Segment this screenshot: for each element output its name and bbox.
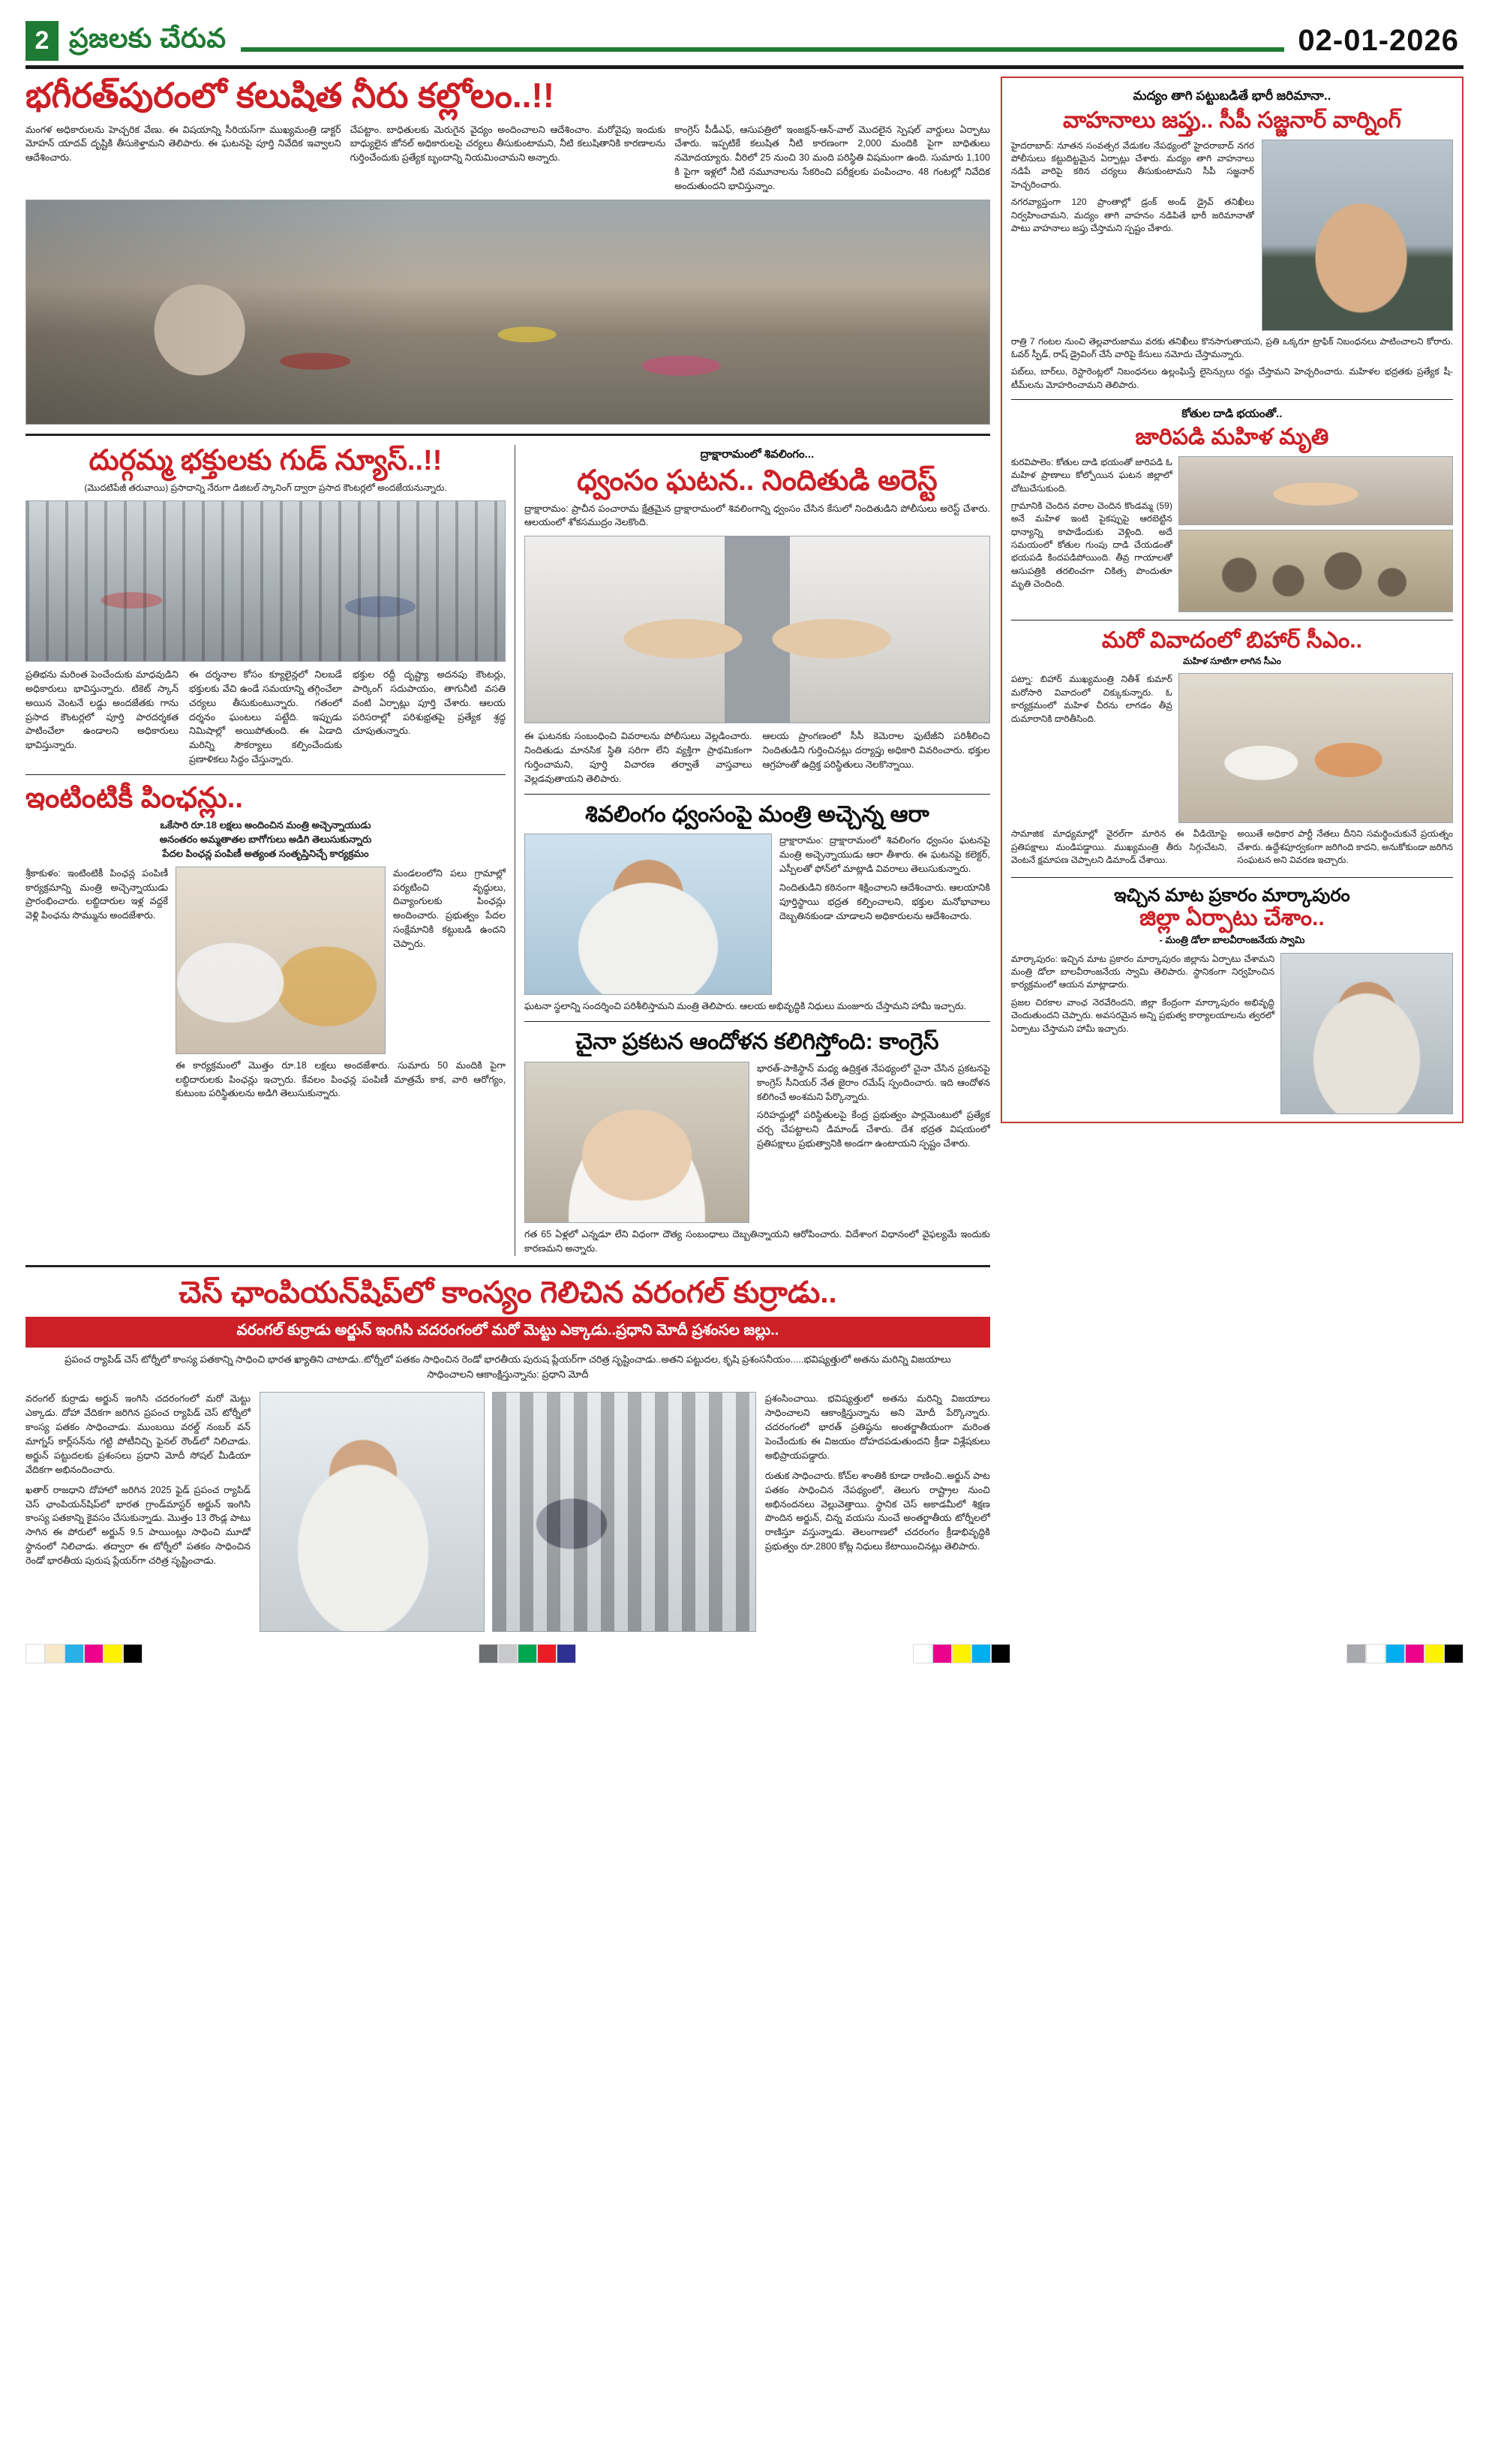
drunk-col-4: పబ్‌లు, బార్‌లు, రెస్టారెంట్లలో నిబంధనలు ఉల్లంఘిస్తే లైసెన్సులు రద్దు చేస్తామని హెచ్చరించారు. మహిళల భద్రతకు ప్రత్యేక షీ-టీమ్‌లను మోహరించామని తెలిపారు. — [1010, 366, 1453, 390]
monkey-col-1: కురవిపాలెం: కోతుల దాడి భయంతో జారిపడి ఓ మహిళ ప్రాణాలు కోల్పోయిన ఘటన జిల్లాలో చోటుచేసుకుంది. — [1010, 456, 1172, 494]
shivalingam-headline: శివలింగం ధ్వంసంపై మంత్రి అచ్చెన్న ఆరా — [585, 801, 929, 827]
color-swatch — [991, 1644, 1010, 1663]
monkey-kicker: కోతుల దాడి భయంతో.. — [1181, 407, 1283, 421]
pension-photo — [176, 867, 386, 1054]
pension-subhead-2: అనంతరం అమ్మతాతల బాగోగులు అడిగి తెలుసుకున్నారు — [159, 833, 372, 845]
color-swatch — [557, 1644, 576, 1663]
color-swatch — [1424, 1644, 1444, 1663]
color-swatch — [1444, 1644, 1463, 1663]
chess-col-1: వరంగల్ కుర్రాడు అర్జున్ ఇంగిసి చదరంగంలో మరో మెట్టు ఎక్కాడు. దోహా వేదికగా జరిగిన ప్రపంచ ర్యాపిడ్ చెస్ టోర్నీలో కాంస్య పతకం సాధించాడు. ముంబయి వరల్డ్ నంబర్ వన్ మాగ్నస్ కార్ల్‌సన్‌ను గట్టి పోటీనిచ్చి ఫైనల్ రౌండ్‌లో నిలిచాడు. అర్జున్ పట్టుదలకు ప్రశంసలు ప్రధాని మోదీ సోషల్ మీడియా వేదికగా అభినందించారు. — [26, 1393, 251, 1475]
chess-deck: ప్రపంచ ర్యాపిడ్ చెస్ టోర్నీలో కాంస్య పతకాన్ని సాధించి భారత ఖ్యాతిని చాటాడు..టోర్నీలో పతకం సాధించిన రెండో భారతీయ పురుష ప్లేయర్‌గా చరిత్ర సృష్టించాడు..అతని పట్టుదల, కృషి ప్రశంసనీయం.....భవిష్యత్తులో అతను మరిన్ని విజయాలు సాధించాలని ఆకాంక్షిస్తున్నాను: ప్రధాని మోదీ — [65, 1354, 951, 1380]
article-markapuram-district — [1011, 885, 1453, 1114]
bihar-photo — [1178, 673, 1453, 823]
durgamma-photo — [26, 500, 506, 662]
drunk-headline: వాహనాలు జప్తు.. సీపీ సజ్జనార్ వార్నింగ్ — [1062, 108, 1401, 133]
drunk-col-3: రాత్రి 7 గంటల నుంచి తెల్లవారుజాము వరకు తనిఖీలు కొనసాగుతాయని, ప్రతి ఒక్కరూ ట్రాఫిక్ నిబంధనలు పాటించాలని కోరారు. ఓవర్ స్పీడ్, రాష్ డ్రైవింగ్ చేసే వారిపై కేసులు నమోదు చేస్తామన్నారు. — [1010, 335, 1453, 359]
drunk-kicker: మద్యం తాగి పట్టుబడితే భారీ జరిమానా.. — [1133, 89, 1331, 103]
chess-photo-match — [492, 1392, 756, 1632]
markapuram-headline-1: ఇచ్చిన మాట ప్రకారం మార్కాపురం — [1114, 885, 1350, 906]
durgamma-dateline: (మొదటిపేజీ తరువాయి) ప్రసాదాన్ని నేరుగా డిజిటల్ స్కానింగ్ ద్వారా ప్రసాద కౌంటర్లలో అందజేయనున్నారు. — [84, 482, 447, 493]
color-swatch — [1385, 1644, 1405, 1663]
drunk-col-2: నగరవ్యాప్తంగా 120 ప్రాంతాల్లో డ్రంక్ అండ్ డ్రైవ్ తనిఖీలు నిర్వహించామని, మద్యం తాగి వాహనం నడిపితే భారీ జరిమానాతో పాటు వాహనాలు జప్తు చేస్తామని స్పష్టం చేశారు. — [1010, 197, 1254, 233]
chess-photo-modi — [260, 1392, 485, 1632]
colorbar-group-3 — [913, 1644, 1010, 1663]
bihar-col-1: పట్నా: బిహార్ ముఖ్యమంత్రి నితీశ్ కుమార్ మరోసారి వివాదంలో చిక్కుకున్నారు. ఓ కార్యక్రమంలో మహిళ చీరను లాగడం తీవ్ర దుమారానికి దారితీసింది. — [1010, 674, 1172, 724]
color-swatch — [518, 1644, 537, 1663]
pension-col-2: మండలంలోని పలు గ్రామాల్లో పర్యటించి వృద్ధులు, దివ్యాంగులకు పింఛన్లు అందించారు. ప్రభుత్వం పేదల సంక్షేమానికి కట్టుబడి ఉందని చెప్పారు. — [393, 867, 506, 950]
drunk-photo — [1262, 140, 1453, 331]
article-monkey-attack — [1011, 407, 1453, 612]
pension-col-3: ఈ కార్యక్రమంలో మొత్తం రూ.18 లక్షలు అందజేశారు. సుమారు 50 మందికి పైగా లబ్ధిదారులకు పింఛన్లు ఇచ్చారు. కేవలం పింఛన్ల పంపిణీ మాత్రమే కాక, వారి ఆరోగ్యం, కుటుంబ పరిస్థితులను అడిగి తెలుసుకున్నారు. — [176, 1059, 506, 1099]
colorbar-group-2 — [479, 1644, 576, 1663]
color-swatch — [104, 1644, 123, 1663]
color-swatch — [45, 1644, 65, 1663]
pension-col-1: శ్రీకాకుళం: ఇంటింటికీ పింఛన్ల పంపిణీ కార్యక్రమాన్ని మంత్రి అచ్చెన్నాయుడు ప్రారంభించారు. లబ్ధిదారుల ఇళ్ల వద్దకే వెళ్లి పింఛను సొమ్మును అందజేశారు. — [26, 867, 168, 921]
color-swatch — [1405, 1644, 1424, 1663]
lead-col-1: మంగళ అధికారులను హెచ్చరిక వేణు. ఈ విషయాన్ని సీరియస్‌గా ముఖ్యమంత్రి డాక్టర్ మోహన్ యాదవ్ దృష్టికి తీసుకెళ్తామని తెలిపారు. ఈ ఘటనపై పూర్తి నివేదిక ఇవ్వాలని ఆదేశించారు. — [26, 124, 341, 164]
color-swatch — [479, 1644, 498, 1663]
color-swatch — [65, 1644, 84, 1663]
edition-date: 02-01-2026 — [1298, 24, 1459, 57]
durgamma-col-1: ప్రతిభను మరింత పెంచేందుకు మాధవుడిని అధికారులు భావిస్తున్నారు. టికెట్ స్కాన్ అయిన వెంటనే లడ్డు అందజేతకు గాను ప్రసాద కౌంటర్లలో పూర్తి పారదర్శకత పాటించేలా ఉండాలని అధికారులు భావిస్తున్నారు. — [26, 669, 179, 751]
china-col-2: సరిహద్దుల్లో పరిస్థితులపై కేంద్ర ప్రభుత్వం పార్లమెంటులో ప్రత్యేక చర్చ చేపట్టాలని డిమాండ్ చేశారు. దేశ భద్రత విషయంలో ప్రతిపక్షాలు ప్రభుత్వానికి అండగా ఉంటాయని స్పష్టం చేశారు. — [757, 1110, 990, 1149]
chess-col-2: ఖతార్ రాజధాని దోహాలో జరిగిన 2025 ఫైడ్ ప్రపంచ ర్యాపిడ్ చెస్ ఛాంపియన్‌షిప్‌లో భారత గ్రాండ్‌మాస్టర్ అర్జున్ ఇంగిసి కాంస్య పతకాన్ని కైవసం చేసుకున్నాడు. మొత్తం 13 రౌండ్ల పాటు సాగిన ఈ పోరులో అర్జున్ 9.5 పాయింట్లు సాధించి మూడో స్థానంలో నిలిచాడు. తద్వారా ఈ టోర్నీలో పతకం సాధించిన రెండో భారతీయ పురుష ప్లేయర్‌గా చరిత్ర సృష్టించాడు. — [26, 1484, 251, 1567]
markapuram-photo — [1280, 953, 1453, 1114]
section-title: ప్రజలకు చేరువ — [69, 23, 227, 53]
page-number: 2 — [26, 21, 59, 61]
left-content-zone — [26, 77, 990, 1632]
color-registration-bar — [26, 1644, 1463, 1663]
masthead — [26, 21, 1463, 69]
bihar-headline: మరో వివాదంలో బిహార్ సీఎం.. — [1101, 627, 1362, 653]
durgamma-col-3: భక్తుల రద్దీ దృష్ట్యా అదనపు కౌంటర్లు, పార్కింగ్ సదుపాయం, తాగునీటి వసతి వంటి ఏర్పాట్లు పూర్తి చేశారు. ఆలయ పరిసరాల్లో పరిశుభ్రతపై ప్రత్యేక శ్రద్ధ చూపుతున్నారు. — [353, 669, 506, 737]
chess-banner: వరంగల్ కుర్రాడు అర్జున్ ఇంగిసి చదరంగంలో మరో మెట్టు ఎక్కాడు..ప్రధాని మోదీ ప్రశంసల జల్లు.. — [26, 1317, 990, 1348]
monkey-photo-hand — [1178, 456, 1453, 525]
article-durgamma — [26, 445, 506, 767]
drakshrama-kicker: ద్రాక్షారామంలో శివలింగం... — [700, 447, 815, 461]
color-swatch — [537, 1644, 557, 1663]
bihar-col-2: సామాజిక మాధ్యమాల్లో వైరల్‌గా మారిన ఈ వీడియోపై ప్రతిపక్షాలు మండిపడ్డాయి. ముఖ్యమంత్రి తీరు సిగ్గుచేటని, వెంటనే క్షమాపణ చెప్పాలని డిమాండ్ చేశాయి. — [1010, 828, 1227, 866]
article-shivalingam-minister — [524, 802, 990, 1014]
shivalingam-col-2: నిందితుడిని కఠినంగా శిక్షించాలని ఆదేశించారు. ఆలయానికి పూర్తిస్థాయి భద్రత కల్పించాలని, భక్తుల మనోభావాలు దెబ్బతినకుండా చూడాలని అధికారులను ఆదేశించారు. — [779, 882, 990, 921]
pension-subhead-1: ఒకేసారి రూ.18 లక్షలు అందించిన మంత్రి అచ్చెన్నాయుడు — [160, 819, 371, 831]
lead-photo — [26, 200, 990, 425]
masthead-rule — [241, 21, 1284, 52]
lead-col-3: కాంగ్రెస్ పీడీఎఫ్, ఆసుపత్రిలో ఇంజక్షన్-ఆన్-వాల్ మొదలైన స్పెషల్ వార్డులు ఏర్పాటు చేశారు. ఇప్పటికే కలుషిత నీటి కారణంగా 2,000 మందికి పైగా బాధితులు నమోదయ్యారు. వీరిలో 25 నుంచి 30 మంది పరిస్థితి విషమంగా ఉంది. సుమారు 1,100 కి పైగా ఇళ్లలో నీటి నమూనాలను సేకరించి పరీక్షలకు పంపించాం. 48 గంటల్లో నివేదిక అందుతుందని భావిస్తున్నాం. — [674, 124, 990, 192]
monkey-col-2: గ్రామానికి చెందిన వరాల చెందిన కొండమ్మ (59) అనే మహిళ ఇంటి పైకప్పుపై ఆరబెట్టిన ధాన్యాన్ని కాపాడేందుకు వెళ్లింది. అదే సమయంలో కోతుల గుంపు దాడి చేయడంతో భయపడి కిందపడిపోయింది. తీవ్ర గాయాలతో ఆసుపత్రికి తరలించగా చికిత్స పొందుతూ మృతి చెందింది. — [1010, 500, 1172, 590]
shivalingam-col-1: ద్రాక్షారామం: ద్రాక్షారామంలో శివలింగం ధ్వంసం ఘటనపై మంత్రి అచ్చెన్నాయుడు ఆరా తీశారు. ఈ ఘటనపై కలెక్టర్, ఎస్పీలతో ఫోన్‌లో మాట్లాడి వివరాలు తెలుసుకున్నారు. — [779, 835, 990, 875]
page-body — [26, 77, 1463, 1632]
china-col-1: భారత్‌-పాకిస్థాన్ మధ్య ఉద్రిక్తత నేపథ్యంలో చైనా చేసిన ప్రకటనపై కాంగ్రెస్ సీనియర్ నేత జైరాం రమేష్ స్పందించారు. ఇది ఆందోళన కలిగించే అంశమని పేర్కొన్నారు. — [757, 1062, 990, 1102]
durgamma-col-2: ఈ దర్శనాల కోసం క్యూలైన్లలో నిలబడే భక్తులకు వేచి ఉండే సమయాన్ని తగ్గించేలా చర్యలు తీసుకుంటున్నారు. గతంలో దర్శనం ఘంటలు పట్టేది. ఇప్పుడు నిమిషాల్లో అయిపోతుంది. ఈ ఏడాది మరిన్ని సౌకర్యాలు కల్పించేందుకు ప్రణాళికలు సిద్ధం చేస్తున్నారు. — [189, 669, 342, 765]
color-swatch — [1366, 1644, 1385, 1663]
markapuram-headline-2: జిల్లా ఏర్పాటు చేశాం.. — [1139, 906, 1325, 931]
drakshrama-headline: ధ్వంసం ఘటన.. నిందితుడి అరెస్ట్ — [577, 464, 938, 497]
color-swatch — [84, 1644, 104, 1663]
drakshrama-col-3: ఆలయ ప్రాంగణంలో సీసీ కెమెరాల ఫుటేజీని పరిశీలించి నిందితుడిని గుర్తించినట్లు దర్యాప్తు అధికారి వివరించారు. భక్తుల ఆగ్రహంతో ఉద్రిక్త పరిస్థితులు నెలకొన్నాయి. — [762, 731, 990, 771]
drunk-col-1: హైదరాబాద్: నూతన సంవత్సర వేడుకల నేపథ్యంలో హైదరాబాద్ నగర పోలీసులు కట్టుదిట్టమైన ఏర్పాట్లు చేశారు. మద్యం తాగి వాహనాలు నడిపే వారిపై కఠిన చర్యలు తీసుకుంటామని సీపీ సజ్జనార్ హెచ్చరించారు. — [1010, 140, 1254, 190]
article-drunk-driving — [1011, 89, 1453, 392]
drakshrama-photo — [524, 536, 990, 723]
colorbar-group-1 — [26, 1644, 143, 1663]
drakshrama-lead: ద్రాక్షారామం: ప్రాచీన పంచారామ క్షేత్రమైన ద్రాక్షారామంలో శివలింగాన్ని ధ్వంసం చేసిన కేసులో నిందితుడిని పోలీసులు అరెస్ట్ చేశారు. ఆలయంలో శోకసముద్రం నెలకొంది. — [524, 503, 990, 528]
lead-col-2: చేపట్టాం. బాధితులకు మెరుగైన వైద్యం అందించాలని ఆదేశించాం. మరోవైపు ఇందుకు బాధ్యులైన జోనల్ అధికారులపై చర్యలు తీసుకుంటామని, నీటి కలుషితానికి కారణాలను గుర్తించేందుకు ప్రత్యేక బృందాన్ని నియమించామని అన్నారు. — [350, 124, 666, 164]
mid-band — [26, 445, 990, 1256]
right-rail — [1001, 77, 1463, 1123]
markapuram-col-1: మార్కాపురం: ఇచ్చిన మాట ప్రకారం మార్కాపురం జిల్లాను ఏర్పాటు చేశామని మంత్రి డోలా బాలవీరాంజనేయ స్వామి తెలిపారు. స్థానికంగా నిర్వహించిన కార్యక్రమంలో ఆయన మాట్లాడారు. — [1010, 953, 1274, 990]
color-swatch — [26, 1644, 45, 1663]
lead-headline: భగీరత్‌పురంలో కలుషిత నీరు కల్లోలం..!! — [26, 76, 555, 115]
shivalingam-col-3: ఘటనా స్థలాన్ని సందర్శించి పరిశీలిస్తామని మంత్రి తెలిపారు. ఆలయ అభివృద్ధికి నిధులు మంజూరు చేస్తామని హామీ ఇచ్చారు. — [524, 1001, 967, 1012]
bihar-col-3: అయితే అధికార పార్టీ నేతలు దీనిని సమర్థించుకునే ప్రయత్నం చేశారు. ఉద్దేశపూర్వకంగా జరిగింది కాదని, అనుకోకుండా జరిగిన సంఘటన అని వివరణ ఇచ్చారు. — [1237, 828, 1453, 866]
shivalingam-photo — [524, 834, 772, 995]
china-col-3: గత 65 ఏళ్లలో ఎన్నడూ లేని విధంగా దౌత్య సంబంధాలు దెబ్బతిన్నాయని ఆరోపించారు. విదేశాంగ విధానంలో వైఫల్యమే ఇందుకు కారణమని అన్నారు. — [524, 1228, 990, 1254]
color-swatch — [971, 1644, 991, 1663]
article-durgamma-group — [26, 445, 506, 1256]
article-drakshrama — [524, 448, 990, 786]
chess-headline: చెస్ ఛాంపియన్‌షిప్‌లో కాంస్యం గెలిచిన వరంగల్ కుర్రాడు.. — [179, 1276, 837, 1309]
color-swatch — [498, 1644, 518, 1663]
china-headline: చైనా ప్రకటన ఆందోళన కలిగిస్తోంది: కాంగ్రెస్ — [575, 1029, 939, 1055]
monkey-headline: జారిపడి మహిళ మృతి — [1135, 425, 1329, 450]
durgamma-headline: దుర్గమ్మ భక్తులకు గుడ్ న్యూస్..!! — [89, 444, 443, 476]
article-lead-water-contamination — [26, 77, 990, 425]
color-swatch — [1346, 1644, 1366, 1663]
monkey-photo-group — [1178, 530, 1453, 612]
color-swatch — [932, 1644, 952, 1663]
markapuram-col-2: ప్రజల చిరకాల వాంఛ నెరవేరిందని, జిల్లా కేంద్రంగా మార్కాపురం అభివృద్ధి చెందుతుందని చెప్పారు. అవసరమైన అన్ని ప్రభుత్వ కార్యాలయాలను త్వరలో ఏర్పాటు చేస్తామని హామీ ఇచ్చారు. — [1010, 996, 1274, 1034]
pension-subhead-3: పేదల పింఛన్ల పంపిణీ అత్యంత సంతృప్తినిచ్చే కార్యక్రమం — [162, 847, 369, 859]
color-swatch — [123, 1644, 143, 1663]
pension-headline: ఇంటింటికీ పింఛన్లు.. — [26, 783, 243, 815]
chess-col-4: రుతుక సాధించారు. కోచ్‌ల శాంతికి కూడా రాణించి..అర్జున్ పాట పతకం సాధించిన నేపథ్యంలో, తెలుగు రాష్ట్రాల నుంచి అభినందనలు వెల్లువెత్తాయి. స్థానిక చెస్ అకాడమీలో శిక్షణ పొందిన అర్జున్, చిన్న వయసు నుంచే అంతర్జాతీయ టోర్నీలలో రాణిస్తూ వస్తున్నాడు. తెలంగాణలో చదరంగం క్రీడాభివృద్ధికి ప్రభుత్వం రూ.2800 కోట్ల నిధులు కేటాయించినట్లు తెలిపారు. — [764, 1470, 990, 1552]
chess-col-3: ప్రశంసించాయి. భవిష్యత్తులో అతను మరిన్ని విజయాలు సాధించాలని ఆకాంక్షిస్తున్నాను అని మోదీ పేర్కొన్నారు. చదరంగంలో భారత్ ప్రతిష్ఠను అంతర్జాతీయంగా మరింత పెంచేందుకు ఈ విజయం దోహదపడుతుందని క్రీడా విశ్లేషకులు అభిప్రాయపడ్డారు. — [764, 1393, 990, 1461]
bihar-kicker: మహిళ సూటిగా లాగిన సీఎం — [1183, 656, 1281, 667]
article-pension — [26, 783, 506, 1101]
article-chess — [26, 1276, 990, 1633]
colorbar-group-4 — [1346, 1644, 1463, 1663]
china-photo — [524, 1062, 749, 1223]
article-china-congress — [524, 1029, 990, 1255]
article-drakshrama-group — [515, 445, 990, 1256]
color-swatch — [913, 1644, 932, 1663]
drakshrama-col-2: ఈ ఘటనకు సంబంధించి వివరాలను పోలీసులు వెల్లడించారు. నిందితుడు మానసిక స్థితి సరిగా లేని వ్యక్తిగా ప్రాథమికంగా గుర్తించామని, పూర్తి విచారణ తర్వాతే వాస్తవాలు వెల్లడవుతాయని తెలిపారు. — [524, 731, 752, 784]
article-bihar-cm — [1011, 628, 1453, 870]
markapuram-byline: - మంత్రి డోలా బాలవీరాంజనేయ స్వామి — [1159, 933, 1305, 945]
color-swatch — [952, 1644, 971, 1663]
